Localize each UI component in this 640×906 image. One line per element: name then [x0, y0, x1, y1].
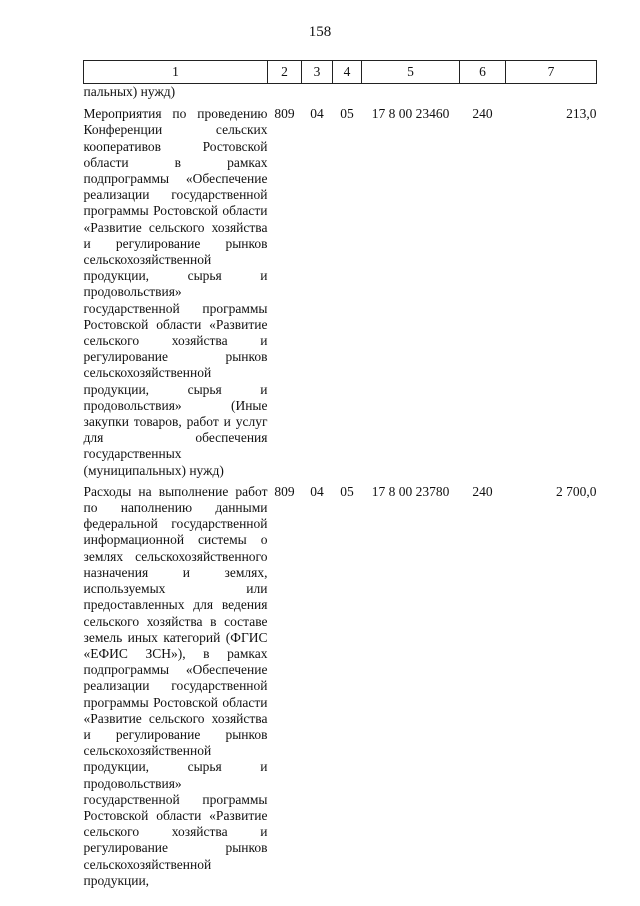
row-expense-type: 240 [472, 483, 493, 499]
column-header-4: 4 [333, 61, 362, 84]
row-section-code: 04 [310, 106, 324, 122]
row-expense-type: 240 [472, 106, 493, 122]
row-subsection-code: 05 [340, 483, 354, 499]
row-ministry-code: 809 [274, 106, 295, 122]
row-target-article: 17 8 00 23780 [371, 483, 450, 499]
table-row [84, 482, 597, 892]
continuation-row [84, 84, 597, 107]
column-header-2: 2 [268, 61, 302, 84]
row-subsection-code: 05 [340, 106, 354, 122]
column-header-7: 7 [506, 61, 597, 84]
column-header-3: 3 [302, 61, 333, 84]
row-ministry-code: 809 [274, 483, 295, 499]
table-row [84, 106, 597, 482]
row-description: Расходы на выполнение работ по наполнению данными федеральной государственной информационной системы о землях сельскохозяйственного назначения и землях, используемых или предоставленных для ведения сельского хозяйства в составе земель иных категорий (ФГИС «ЕФИС ЗСН»), в рамках подпрограммы «Обеспечение реализации государственной программы Ростовской области «Развитие сельского хозяйства и регулирование рынков сельскохозяйственной продукции, сырья и продовольствия» государственной программы Ростовской области «Развитие сельского хозяйства и регулирование рынков сельскохозяйственной продукции, [83, 483, 268, 888]
column-header-1: 1 [84, 61, 268, 84]
row-section-code: 04 [310, 483, 324, 499]
row-description: Мероприятия по проведению Конференции сельских кооперативов Ростовской области в рамках подпрограммы «Обеспечение реализации государственной программы Ростовской области «Развитие сельского хозяйства и регулирование рынков сельскохозяйственной продукции, сырья и продовольствия» государственной программы Ростовской области «Развитие сельского хозяйства и регулирование рынков сельскохозяйственной продукции, сырья и продовольствия» (Иные закупки товаров, работ и услуг для обеспечения государственных (муниципальных) нужд) [83, 106, 268, 478]
row-amount: 2 700,0 [556, 483, 597, 499]
header-row [84, 61, 597, 84]
row-amount: 213,0 [566, 106, 597, 122]
continuation-text: пальных) нужд) [83, 84, 176, 99]
row-target-article: 17 8 00 23460 [371, 106, 450, 122]
budget-table [83, 60, 597, 892]
column-header-6: 6 [460, 61, 506, 84]
page-number: 158 [308, 24, 332, 40]
column-header-5: 5 [362, 61, 460, 84]
